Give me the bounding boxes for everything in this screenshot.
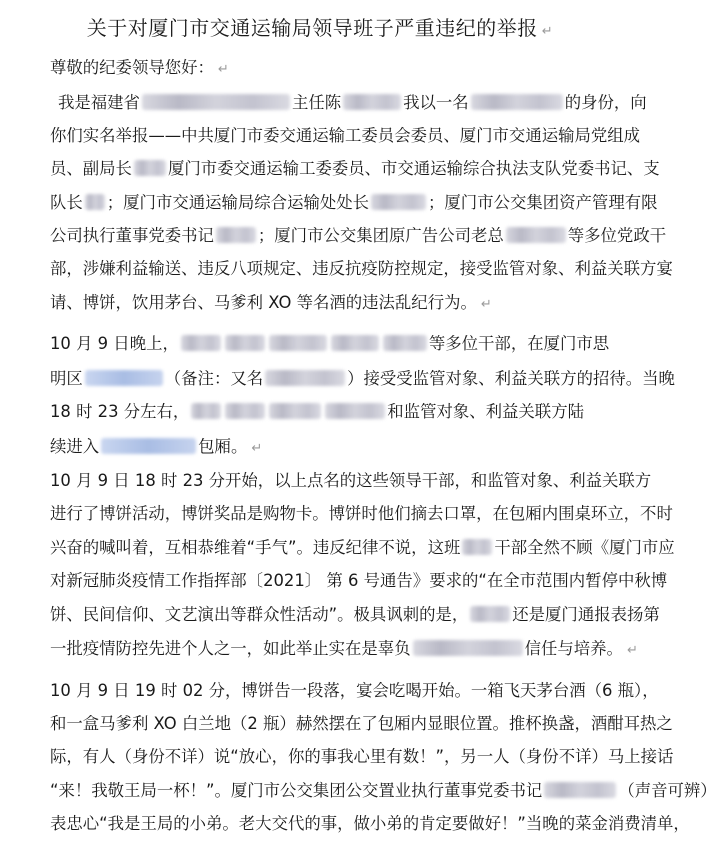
text-segment: 我以一名 (403, 93, 469, 112)
text-line (50, 713, 673, 735)
text-line (50, 368, 675, 390)
text-line (50, 570, 668, 592)
text-segment: 队长 (50, 193, 83, 212)
text-line (50, 125, 641, 147)
text-segment: 明区 (50, 369, 83, 388)
text-segment: 尊敬的纪委领导您好： (50, 58, 214, 77)
text-line (50, 470, 652, 492)
text-line (50, 680, 659, 702)
text-segment: 兴奋的喊叫着，互相恭维着“手气”。违反纪律不说，这班 (50, 538, 461, 557)
redacted-text (462, 539, 492, 555)
paragraph-mark-icon: ↵ (480, 297, 492, 312)
text-line (50, 436, 630, 460)
redacted-text (471, 94, 563, 110)
text-line (50, 503, 673, 525)
text-segment: （备注：又名 (164, 369, 264, 388)
redacted-text (85, 370, 163, 386)
text-line (50, 638, 638, 662)
text-line (50, 158, 660, 180)
paragraph-mark-icon: ↵ (626, 643, 638, 658)
text-segment: ；厦门市公交集团资产管理有限 (428, 193, 658, 212)
text-segment: 饼、民间信仰、文艺演出等群众性活动”。极具讽刺的是， (50, 605, 469, 624)
text-line (50, 333, 630, 355)
text-segment: 18 时 23 分左右， (50, 402, 190, 421)
text-segment: 和监管对象、利益关联方陆 (387, 402, 584, 421)
text-segment: 信任与培养。 (524, 639, 623, 658)
redacted-text (225, 335, 265, 351)
text-line (50, 57, 630, 81)
redacted-text (343, 94, 401, 110)
redacted-text (134, 160, 166, 176)
text-segment: 和一盒马爹利 XO 白兰地（2 瓶）赫然摆在了包厢内显眼位置。推杯换盏，酒酣耳热之 (50, 714, 673, 733)
text-segment: 一批疫情防控先进个人之一，如此举止实在是辜负 (50, 639, 411, 658)
text-segment: ；厦门市公交集团原广告公司老总 (257, 226, 504, 245)
document-title: 关于对厦门市交通运输局领导班子严重违纪的举报 ↵ (86, 16, 554, 40)
redacted-text (216, 227, 256, 243)
redacted-text (181, 335, 221, 351)
redacted-text (142, 94, 290, 110)
text-segment: “来！我敬王局一杯！”。厦门市公交集团公交置业执行董事党委书记 (50, 781, 543, 800)
text-segment: 部，涉嫌利益输送、违反八项规定、违反抗疫防控规定，接受监管对象、利益关联方宴 (50, 259, 673, 278)
text-line (50, 225, 667, 247)
text-segment: 等多位党政干 (567, 226, 667, 245)
redacted-text (470, 606, 510, 622)
redacted-text (413, 640, 523, 656)
text-segment: 还是厦门通报表扬第 (512, 605, 660, 624)
paragraph-mark-icon: ↵ (217, 62, 229, 77)
text-segment: 对新冠肺炎疫情工作指挥部〔2021〕 第 6 号通告》要求的“在全市范围内暂停中秋博 (50, 571, 668, 590)
text-line (50, 292, 630, 316)
redacted-text (269, 335, 327, 351)
text-segment: 的身份，向 (564, 93, 647, 112)
text-segment: 10 月 9 日 19 时 02 分，博饼告一段落，宴会吃喝开始。一箱飞天茅台酒（6 瓶）， (50, 681, 659, 700)
text-segment: 公司执行董事党委书记 (50, 226, 214, 245)
redacted-text (331, 335, 379, 351)
redacted-text (544, 782, 616, 798)
text-segment: 10 月 9 日 18 时 23 分开始，以上点名的这些领导干部，和监管对象、利益关联方 (50, 471, 652, 490)
text-segment: 表忠心“我是王局的小弟。老大交代的事，做小弟的肯定要做好！”当晚的菜金消费清单， (50, 814, 690, 833)
text-line (50, 746, 674, 768)
text-segment: 等多位干部，在厦门市思 (428, 334, 610, 353)
paragraph-mark-icon: ↵ (251, 441, 263, 456)
text-segment: ；厦门市交通运输局综合运输处处长 (106, 193, 370, 212)
text-segment: （声音可辨） (618, 781, 717, 800)
redacted-text (325, 403, 385, 419)
text-line (58, 92, 647, 114)
redacted-text (85, 194, 105, 210)
text-segment: 请、博饼，饮用茅台、马爹利 XO 等名酒的违法乱纪行为。 (50, 293, 477, 312)
text-segment: ）接受受监管对象、利益关联方的招待。当晚 (347, 369, 675, 388)
redacted-text (383, 335, 427, 351)
text-segment: 际，有人（身份不详）说“放心，你的事我心里有数！”，另一人（身份不详）马上接话 (50, 747, 674, 766)
text-segment: 我是福建省 (58, 93, 140, 112)
redacted-text (371, 194, 426, 210)
redacted-text (269, 403, 321, 419)
text-segment: 10 月 9 日晚上， (50, 334, 179, 353)
text-segment: 员、副局长 (50, 159, 132, 178)
redacted-text (225, 403, 265, 419)
text-segment: 主任陈 (291, 93, 342, 112)
paragraph-mark-icon: ↵ (541, 24, 554, 39)
text-line (50, 258, 673, 280)
text-line (50, 401, 630, 423)
text-segment: 包厢。 (198, 437, 248, 456)
text-segment: 续进入 (50, 437, 100, 456)
text-line (50, 780, 717, 802)
text-line (50, 604, 660, 626)
text-line (50, 192, 658, 214)
text-line (50, 537, 675, 559)
text-segment: 干部全然不顾《厦门市应 (494, 538, 675, 557)
text-segment: 进行了博饼活动，博饼奖品是购物卡。博饼时他们摘去口罩，在包厢内围桌环立，不时 (50, 504, 673, 523)
text-segment: 厦门市委交通运输工委委员、市交通运输综合执法支队党委书记、支 (167, 159, 660, 178)
redacted-text (101, 438, 196, 454)
redacted-text (506, 227, 566, 243)
text-segment: 你们实名举报——中共厦门市委交通运输工委员会委员、厦门市交通运输局党组成 (50, 126, 641, 145)
redacted-text (191, 403, 221, 419)
text-line (50, 813, 690, 835)
redacted-text (265, 370, 345, 386)
